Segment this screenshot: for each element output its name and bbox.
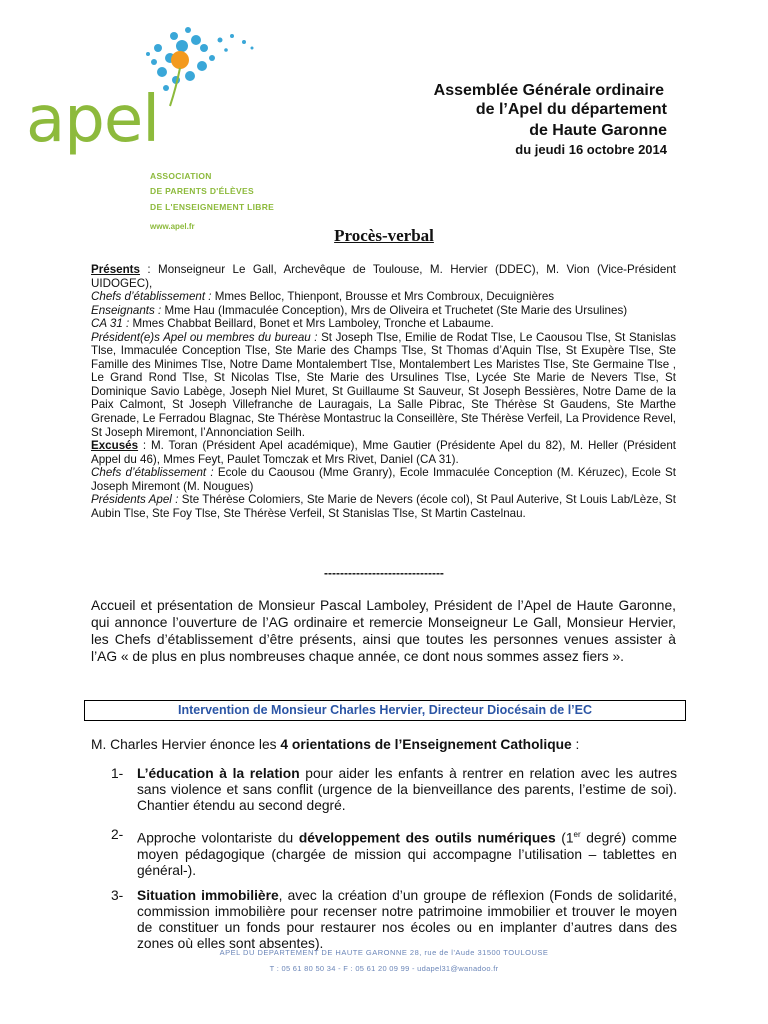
- header-line1: Assemblée Générale ordinaire: [433, 82, 664, 99]
- item-pre: Approche volontariste du: [137, 830, 299, 846]
- orientation-item-1: [111, 766, 677, 814]
- attendance-block: [91, 263, 676, 520]
- logo-tagline-line3: DE L'ENSEIGNEMENT LIBRE: [150, 202, 275, 212]
- section-divider: ------------------------------: [324, 566, 444, 580]
- presents-text: : Monseigneur Le Gall, Archevêque de Toulouse, M. Hervier (DDEC), M. Vion (Vice-Président UIDOGEC),: [91, 263, 676, 290]
- header-date: du jeudi 16 octobre 2014: [515, 142, 667, 157]
- presents-label: Présents: [91, 263, 140, 276]
- chefs-text: Mmes Belloc, Thienpont, Brousse et Mrs Combroux, Decuignières: [211, 290, 555, 304]
- chefs-label: Chefs d’établissement :: [91, 290, 212, 304]
- ca-text: Mmes Chabbat Beillard, Bonet et Mrs Lamboley, Tronche et Labaume.: [129, 317, 494, 331]
- presidents-excuses-label: Présidents Apel :: [91, 493, 179, 507]
- item-body: degré) comme moyen pédagogique (chargée de mission qui accompagne l’utilisation – tablettes en général-).: [137, 830, 677, 878]
- lead-before: M. Charles Hervier énonce les: [91, 737, 281, 752]
- chefs-excuses-text: Ecole du Caousou (Mme Granry), Ecole Immaculée Conception (M. Kéruzec), Ecole St Joseph Miremont (M. Nougues): [91, 466, 676, 493]
- logo-tagline-line2: DE PARENTS D'ÉLÈVES: [150, 186, 254, 196]
- footer-address: APEL DU DEPARTEMENT DE HAUTE GARONNE 28, rue de l'Aude 31500 TOULOUSE: [219, 948, 549, 957]
- ca-paragraph: [91, 317, 676, 331]
- item-number: 2-: [111, 827, 124, 842]
- lead-after: :: [571, 737, 580, 752]
- item-bold: L’éducation à la relation: [137, 766, 300, 781]
- item-mid: (1: [555, 830, 574, 846]
- item-bold: Situation immobilière: [137, 888, 279, 903]
- logo-tagline-line1: ASSOCIATION: [150, 171, 212, 181]
- presidents-excuses-text: Ste Thérèse Colomiers, Ste Marie de Nevers (école col), St Paul Auterive, St Louis Lab/Lèze, St Aubin Tlse, Ste Foy Tlse, Ste Thérèse Verfeil, St Stanislas Tlse, St Martin Castelnau.: [91, 493, 676, 520]
- chefs-paragraph: [91, 290, 676, 304]
- item-body: , avec la création d’un groupe de réflexion (Fonds de solidarité, commission immobilière pour recenser notre patrimoine immobilier et trouver le moyen de constituer un fonds pour restaurer nos écoles ou en implanter d’autres dans des zones où elles sont absentes).: [137, 888, 677, 951]
- orientations-lead: [91, 737, 579, 752]
- presidents-text: St Joseph Tlse, Emilie de Rodat Tlse, Le Caousou Tlse, St Stanislas Tlse, Immaculée Conception Tlse, Ste Marie des Champs Tlse, St Thomas d’Aquin Tlse, St Exupère Tlse, Ste Famille des Minimes Tlse, Notre Dame Montalembert Tlse, Montalembert Les Maristes Tlse, Ste Germaine Tlse , Le Grand Rond Tlse, St Nicolas Tlse, Ste Marie des Ursulines Tlse, Lycée Ste Marie de Nevers Tlse, St Dominique Savio Labège, Joseph Niel Muret, St Guillaume St Sauveur, St Joseph Bessières, Notre Dame de la Paix Calmont, St Joseph Villefranche de Lauragais, La Salle Pibrac, Ste Thérèse St Gaudens, Ste Marthe Grenade, Le Ferradou Blagnac, Ste Thérèse Montastruc la Conseillère, Ste Thérèse Verfeil, La Providence Revel, St Joseph Miremont, l’Annonciation Seilh.: [91, 330, 677, 439]
- chefs-excuses-label: Chefs d’établissement :: [91, 466, 214, 480]
- orientation-item-3: [111, 888, 677, 952]
- item-bold: développement des outils numériques: [298, 830, 556, 846]
- header-line2: de l’Apel du département: [475, 101, 667, 118]
- footer-contact: T : 05 61 80 50 34 - F : 05 61 20 09 99 - udapel31@wanadoo.fr: [269, 964, 499, 973]
- item-number: 1-: [111, 766, 124, 781]
- item-text: [137, 827, 677, 879]
- item-text: [137, 888, 677, 952]
- enseignants-text: Mme Hau (Immaculée Conception), Mrs de Oliveira et Truchetet (Ste Marie des Ursulines): [161, 303, 628, 317]
- orientation-item-2: [111, 827, 677, 879]
- presents-paragraph: [91, 263, 676, 290]
- ca-label: CA 31 :: [91, 317, 130, 331]
- presidents-paragraph: [91, 331, 676, 439]
- presidents-label: Président(e)s Apel ou membres du bureau :: [91, 330, 318, 344]
- item-number: 3-: [111, 888, 124, 903]
- chefs-excuses-paragraph: [91, 466, 676, 493]
- header-line3: de Haute Garonne: [529, 122, 667, 139]
- lead-bold: 4 orientations de l’Enseignement Catholique: [280, 737, 572, 752]
- item-body: pour aider les enfants à rentrer en relation avec les autres sans violence et sans conflit (urgence de la bienveillance des parents, l’estime de soi). Chantier étendu au second degré.: [137, 766, 677, 813]
- logo-url: www.apel.fr: [150, 222, 195, 231]
- excuses-paragraph: [91, 439, 676, 466]
- enseignants-paragraph: [91, 304, 676, 318]
- item-text: [137, 766, 677, 814]
- item-sup: er: [573, 830, 581, 839]
- intervention-heading-box: [84, 700, 686, 721]
- apel-logo-wordmark: apel: [26, 83, 159, 157]
- presidents-excuses-paragraph: [91, 493, 676, 520]
- intervention-heading: Intervention de Monsieur Charles Hervier, Directeur Diocésain de l’EC: [177, 703, 593, 717]
- excuses-text: : M. Toran (Président Apel académique), Mme Gautier (Présidente Apel du 82), M. Heller (Président Appel du 46), Mmes Feyt, Paulet Tomczak et Mrs Rivet, Daniel (CA 31).: [91, 439, 676, 466]
- page-title: Procès-verbal: [334, 226, 434, 245]
- intro-paragraph: Accueil et présentation de Monsieur Pascal Lamboley, Président de l’Apel de Haute Garonne, qui annonce l’ouverture de l’AG ordinaire et remercie Monseigneur Le Gall, Monsieur Hervier, les Chefs d’établissement d’être présents, ainsi que toutes les personnes venues assister à l’AG « de plus en plus nombreuses chaque année, ce dont nous sommes assez fiers ».: [91, 598, 676, 664]
- excuses-label: Excusés: [91, 439, 139, 453]
- enseignants-label: Enseignants :: [91, 303, 162, 317]
